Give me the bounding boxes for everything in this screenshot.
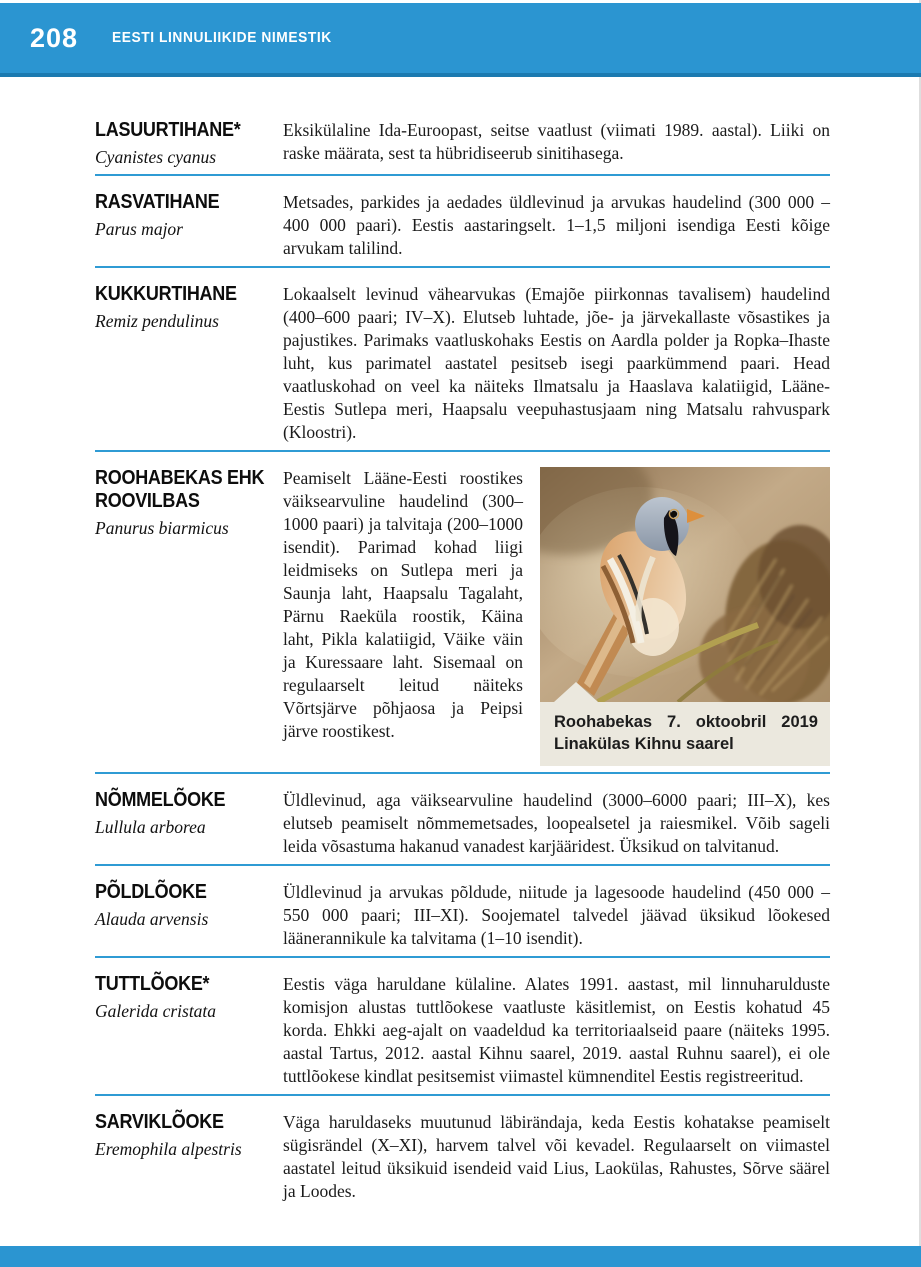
species-entry — [95, 104, 830, 174]
species-entry — [95, 266, 830, 450]
species-entry — [95, 864, 830, 956]
bird-photo-figure — [540, 467, 830, 766]
photo-caption: Roohabekas 7. oktoobril 2019 Linakülas Kihnu saarel — [540, 702, 830, 766]
bearded-reedling-illustration — [540, 467, 830, 702]
book-title: EESTI LINNULIIKIDE NIMESTIK — [112, 30, 332, 46]
species-entry — [95, 450, 830, 772]
species-list — [95, 104, 830, 1209]
species-latin-name: Parus major — [95, 219, 183, 239]
species-latin-name: Galerida cristata — [95, 1001, 217, 1021]
species-name: ROOHABEKAS EHK ROOVILBAS — [95, 467, 265, 512]
species-name: SARVIKLÕOKE — [95, 1111, 224, 1133]
species-latin-name: Panurus biarmicus — [95, 518, 229, 538]
species-name: LASUURTIHANE* — [95, 119, 241, 141]
species-name: RASVATIHANE — [95, 191, 220, 213]
species-description: Üldlevinud, aga väiksearvuline haudelind (3000–6000 paari; III–X), kes elutseb peamiselt nõmmemetsades, loopealsetel ja raiesmikel. Võib sageli leida võsastuma hakanud vanadest karjääridest. Üksikud on talvitanud. — [283, 790, 830, 856]
species-name-column — [95, 283, 283, 444]
page-footer-bar — [0, 1246, 921, 1267]
species-name-column — [95, 1111, 283, 1203]
species-description: Üldlevinud ja arvukas põldude, niitude ja lagesoode haudelind (450 000 – 550 000 paari; III–XI). Soojematel talvedel jäävad üksikud lõokesed läänerannikule ka talvitama (1–10 isendit). — [283, 882, 830, 948]
species-name-column — [95, 191, 283, 260]
bird-photo — [540, 467, 830, 702]
species-entry — [95, 956, 830, 1094]
species-description: Väga haruldaseks muutunud läbirändaja, keda Eestis kohatakse peamiselt sügisrändel (X–XI), harvem talvel või kevadel. Regulaarselt on viimastel aastatel leitud üksikuid isendeid vaid Lius, Laokülas, Rahustes, Sõrve säärel ja Loodes. — [283, 1112, 830, 1201]
species-name-column — [95, 119, 283, 168]
species-name: KUKKURTIHANE — [95, 283, 237, 305]
species-latin-name: Cyanistes cyanus — [95, 147, 217, 167]
species-name-column — [95, 881, 283, 950]
species-entry — [95, 1094, 830, 1209]
species-latin-name: Remiz pendulinus — [95, 311, 219, 331]
species-latin-name: Alauda arvensis — [95, 909, 209, 929]
species-entry — [95, 772, 830, 864]
species-name-column — [95, 973, 283, 1088]
species-latin-name: Eremophila alpestris — [95, 1139, 242, 1159]
species-description: Eksikülaline Ida-Euroopast, seitse vaatlust (viimati 1989. aastal). Liiki on raske määrata, sest ta hübridiseerub sinitihasega. — [283, 120, 830, 163]
species-description: Metsades, parkides ja aedades üldlevinud ja arvukas haudelind (300 000 – 400 000 paari). Eestis aastaringselt. 1–1,5 miljoni isendiga Eesti kõige arvukam talilind. — [283, 192, 830, 258]
bird-eye — [671, 511, 677, 517]
species-description: Eestis väga haruldane külaline. Alates 1991. aastast, mil linnuharulduste komisjon alustas tuttlõokese vaatluste käsitlemist, on Eestis kohatud 45 korda. Ehkki aeg-ajalt on vaadeldud ka territoriaalseid paare (näiteks 1995. aastal Tartus, 2012. aastal Kihnu saarel, 2019. aastal Ruhnu saarel), ei ole tuttlõokese kindlat pesitsemist viimastel kümnenditel Eestis registreeritud. — [283, 974, 830, 1086]
page-number: 208 — [30, 22, 79, 53]
page-header-bar — [0, 3, 921, 77]
species-name-column — [95, 467, 283, 766]
species-description: Lokaalselt levinud vähearvukas (Emajõe piirkonnas tavalisem) haudelind (400–600 paari; IV–X). Elutseb luhtade, jõe- ja järvekallaste võsastikes ja pajustikes. Parimaks vaatluskohaks Eestis on Aardla polder ja Ropka–Ihaste luht, kus parimatel aastatel pesitseb isegi paarkümmend paari. Head vaatluskohad on veel ka näiteks Ilmatsalu ja Haaslava kalatiigid, Lääne-Eestis Sutlepa meri, Haapsalu veepuhastusjaam ning Matsalu rahvuspark (Kloostri). — [283, 284, 830, 442]
species-name: PÕLDLÕOKE — [95, 881, 207, 903]
species-entry — [95, 174, 830, 266]
species-name-column — [95, 789, 283, 858]
species-description-with-photo — [283, 467, 830, 766]
species-description: Peamiselt Lääne-Eesti roostikes väiksearvuline haudelind (300–1000 paari) ja talvitaja (200–1000 isendit). Parimad kohad liigi leidmiseks on Sutlepa meri ja Saunja laht, Haapsalu Tagalaht, Pärnu Raeküla roostik, Käina laht, Pikla kalatiigid, Väike väin ja Kuressaare laht. Sisemaal on regulaarselt leitud näiteks Võrtsjärve põhjaosa ja Peipsi järve roostikest. — [283, 468, 523, 741]
bird-head — [635, 497, 689, 551]
species-name: NÕMMELÕOKE — [95, 789, 226, 811]
species-name: TUTTLÕOKE* — [95, 973, 210, 995]
species-latin-name: Lullula arborea — [95, 817, 206, 837]
